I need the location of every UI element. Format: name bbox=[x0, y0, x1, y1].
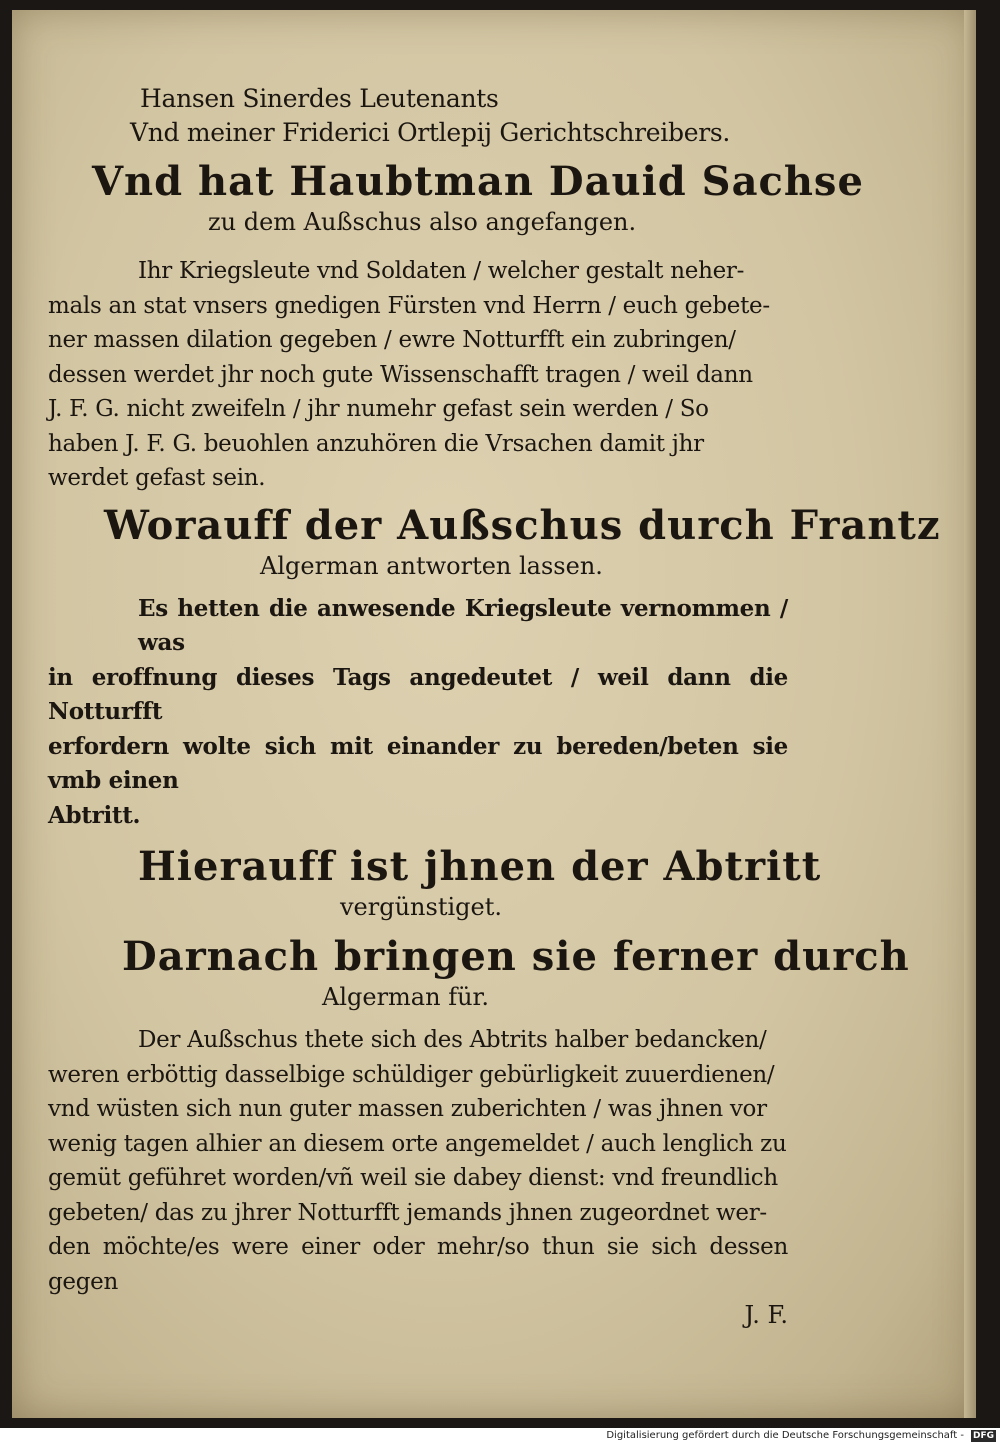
paragraph-line: werdet gefast sein. bbox=[48, 465, 266, 491]
paragraph-line: wenig tagen alhier an diesem orte angemeldet / auch lenglich zu bbox=[48, 1130, 787, 1157]
paragraph-line: dessen werdet jhr noch gute Wissenschafft tragen / weil dann bbox=[48, 361, 753, 388]
paragraph-line: Ihr Kriegsleute vnd Soldaten / welcher gestalt neher- bbox=[138, 258, 745, 284]
section-heading-4: Darnach bringen sie ferner durch bbox=[122, 933, 910, 980]
section-subheading-4: Algerman für. bbox=[322, 983, 490, 1011]
paragraph-line: weren erböttig dasselbige schüldiger gebürligkeit zuuerdienen/ bbox=[48, 1061, 775, 1088]
header-line-2: Vnd meiner Friderici Ortlepij Gerichtschreibers. bbox=[130, 118, 731, 147]
dfg-logo: DFG bbox=[972, 1431, 994, 1441]
footer-bar bbox=[0, 1428, 1000, 1444]
footer-credit: Digitalisierung gefördert durch die Deutsche Forschungsgemeinschaft - bbox=[606, 1430, 964, 1441]
section-heading-1: Vnd hat Haubtman Dauid Sachse bbox=[92, 158, 864, 205]
paragraph-line: den möchte/es were einer oder mehr/so thun sie sich dessen gegen bbox=[48, 1234, 788, 1295]
section-paragraph-2 bbox=[48, 592, 788, 834]
paragraph-line: gemüt geführet worden/vñ weil sie dabey dienst: vnd freundlich bbox=[48, 1165, 778, 1191]
paragraph-line: gebeten/ das zu jhrer Notturfft jemands jhnen zugeordnet wer- bbox=[48, 1199, 767, 1226]
paragraph-line: in eroffnung dieses Tags angedeutet / weil dann die Notturfft bbox=[48, 663, 788, 725]
page-edge bbox=[964, 10, 976, 1418]
section-subheading-1: zu dem Außschus also angefangen. bbox=[208, 208, 637, 236]
paragraph-line: erfordern wolte sich mit einander zu bereden/beten sie vmb einen bbox=[48, 732, 788, 794]
section-paragraph-4 bbox=[48, 1023, 788, 1299]
section-heading-2: Worauff der Außschus durch Frantz bbox=[104, 501, 941, 549]
header-line-1: Hansen Sinerdes Leutenants bbox=[140, 84, 499, 113]
paragraph-line: Der Außschus thete sich des Abtrits halber bedancken/ bbox=[138, 1027, 767, 1053]
paragraph-line: J. F. G. nicht zweifeln / jhr numehr gefast sein werden / So bbox=[48, 396, 709, 422]
page-text bbox=[48, 82, 941, 1331]
paragraph-line: Es hetten die anwesende Kriegsleute vernommen / was bbox=[138, 594, 788, 656]
paragraph-line: Abtritt. bbox=[48, 801, 141, 829]
section-paragraph-1 bbox=[48, 254, 788, 496]
paragraph-line: ner massen dilation gegeben / ewre Notturfft ein zubringen/ bbox=[48, 327, 736, 353]
section-subheading-2: Algerman antworten lassen. bbox=[260, 551, 603, 580]
section-heading-3: Hierauff ist jhnen der Abtritt bbox=[138, 843, 822, 890]
paragraph-line: haben J. F. G. beuohlen anzuhören die Vrsachen damit jhr bbox=[48, 430, 704, 457]
section-subheading-3: vergünstiget. bbox=[340, 893, 502, 921]
paragraph-line: mals an stat vnsers gnedigen Fürsten vnd Herrn / euch gebete- bbox=[48, 292, 770, 319]
book-page bbox=[12, 10, 976, 1418]
catchword: J. F. bbox=[744, 1301, 788, 1329]
paragraph-line: vnd wüsten sich nun guter massen zuberichten / was jhnen vor bbox=[48, 1096, 767, 1122]
